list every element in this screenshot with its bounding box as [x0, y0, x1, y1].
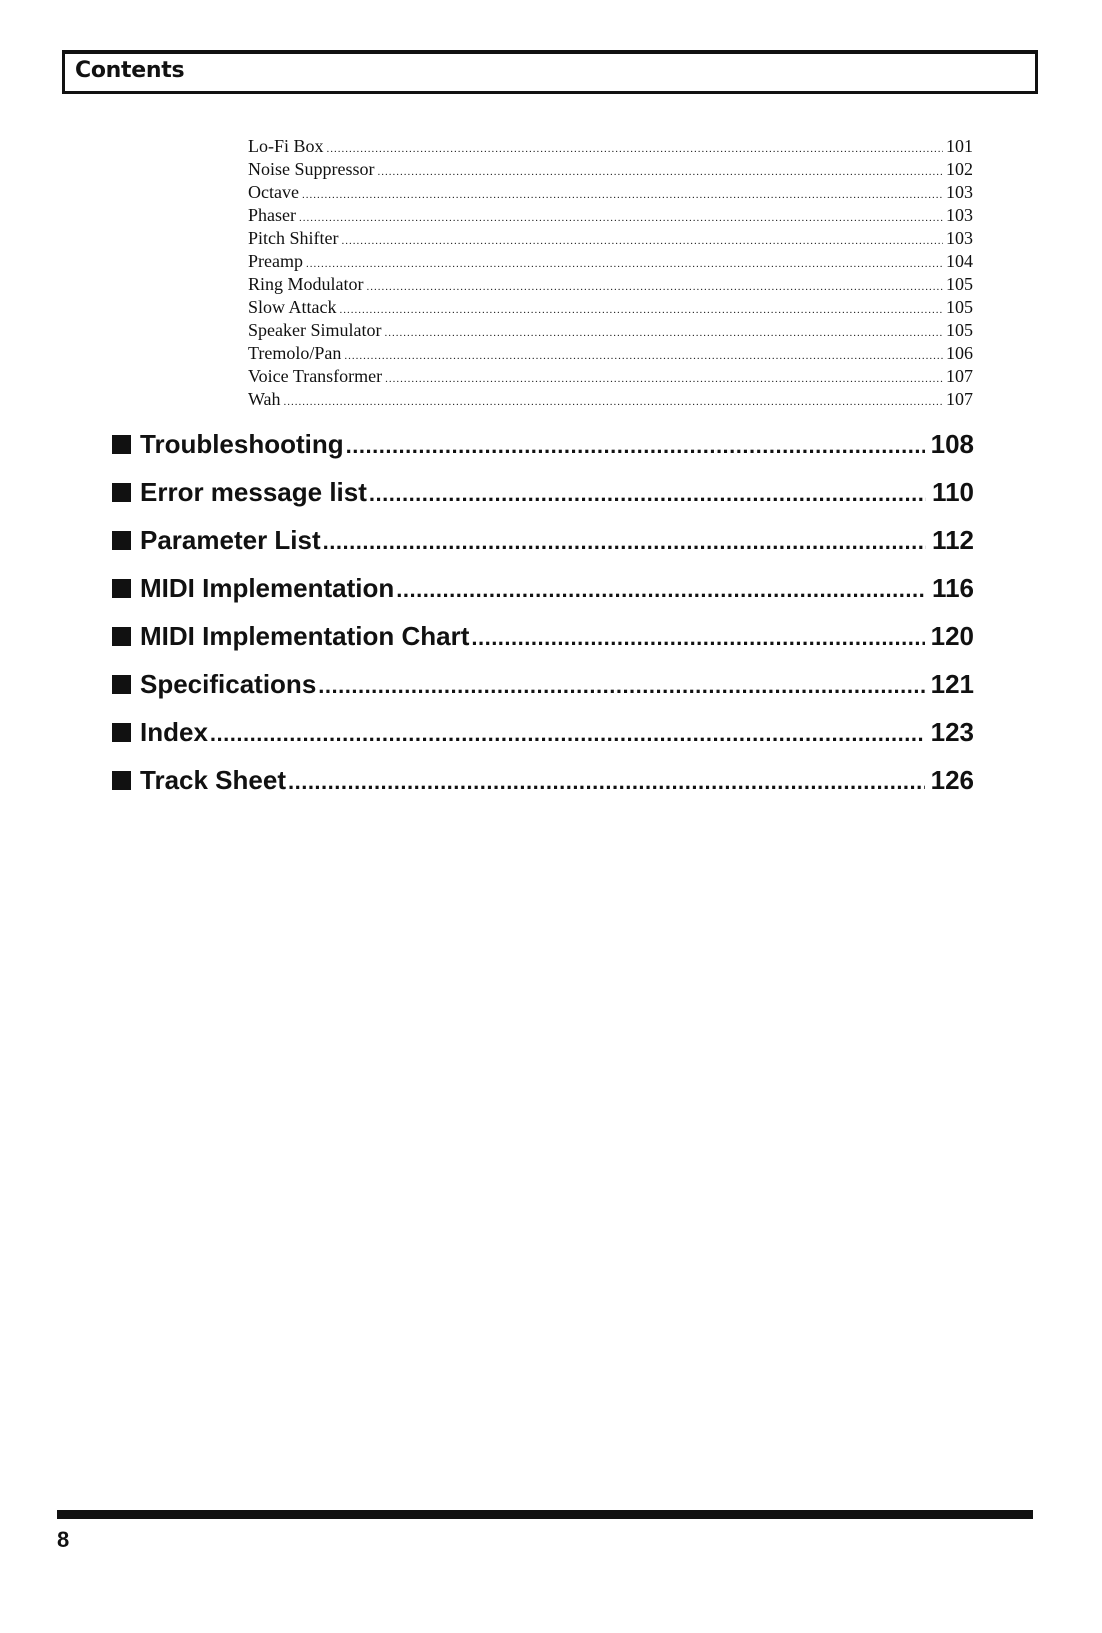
toc-entry-page: 103	[946, 228, 973, 248]
toc-entry-page: 102	[946, 159, 973, 179]
toc-entry-label: Speaker Simulator	[248, 320, 382, 340]
toc-main-entry[interactable]	[112, 420, 974, 468]
square-bullet-icon	[112, 579, 131, 598]
section-header-box	[62, 50, 1038, 94]
toc-entry-label: Troubleshooting	[140, 429, 344, 459]
dot-leader	[346, 422, 925, 470]
toc-entry-page: 106	[946, 343, 973, 363]
toc-main-entry[interactable]	[112, 564, 974, 612]
dot-leader	[302, 184, 943, 207]
toc-entry-page: 107	[946, 389, 973, 409]
toc-entry-page: 104	[946, 251, 973, 271]
square-bullet-icon	[112, 483, 131, 502]
toc-sub-entry[interactable]	[248, 273, 973, 296]
dot-leader	[210, 710, 925, 758]
toc-entry-page: 112	[932, 525, 974, 555]
dot-leader	[340, 299, 944, 322]
toc-entry-label: Slow Attack	[248, 297, 337, 317]
toc-entry-page: 120	[930, 621, 974, 651]
section-title: Contents	[75, 58, 185, 83]
toc-entry-label: Voice Transformer	[248, 366, 383, 386]
square-bullet-icon	[112, 771, 131, 790]
toc-entry-page: 116	[932, 573, 974, 603]
toc-sub-entry[interactable]	[248, 250, 973, 273]
toc-entry-label: Index	[140, 717, 208, 747]
toc-sub-entry[interactable]	[248, 135, 973, 158]
toc-entry-page: 101	[946, 136, 973, 156]
footer-rule	[57, 1510, 1033, 1519]
toc-entry-page: 107	[946, 366, 973, 386]
square-bullet-icon	[112, 723, 131, 742]
toc-entry-label: Preamp	[248, 251, 303, 271]
toc-entry-page: 103	[946, 182, 973, 202]
toc-sub-entry[interactable]	[248, 204, 973, 227]
toc-main-entry[interactable]	[112, 660, 974, 708]
toc-sub-entry[interactable]	[248, 319, 973, 342]
toc-entry-label: Ring Modulator	[248, 274, 364, 294]
toc-entry-label: Tremolo/Pan	[248, 343, 342, 363]
toc-entry-page: 105	[946, 320, 973, 340]
toc-entry-label: Noise Suppressor	[248, 159, 375, 179]
toc-entry-page: 103	[946, 205, 973, 225]
toc-entry-label: Wah	[248, 389, 281, 409]
toc-entry-label: MIDI Implementation Chart	[140, 621, 470, 651]
dot-leader	[384, 322, 943, 345]
toc-entry-page: 105	[946, 274, 973, 294]
square-bullet-icon	[112, 435, 131, 454]
dot-leader	[367, 276, 944, 299]
dot-leader	[471, 614, 924, 662]
dot-leader	[284, 391, 943, 414]
dot-leader	[306, 253, 943, 276]
toc-entry-page: 108	[930, 429, 974, 459]
square-bullet-icon	[112, 675, 131, 694]
toc-main-entry[interactable]	[112, 708, 974, 756]
dot-leader	[288, 758, 925, 806]
toc-sub-entry[interactable]	[248, 296, 973, 319]
toc-entry-label: Specifications	[140, 669, 317, 699]
toc-entry-label: Octave	[248, 182, 299, 202]
toc-sub-entry[interactable]	[248, 181, 973, 204]
dot-leader	[396, 566, 926, 614]
dot-leader	[344, 345, 943, 368]
toc-sub-entry[interactable]	[248, 365, 973, 388]
dot-leader	[385, 368, 943, 391]
main-entry-list	[112, 420, 974, 804]
toc-main-entry[interactable]	[112, 516, 974, 564]
toc-entry-page: 105	[946, 297, 973, 317]
dot-leader	[327, 138, 943, 161]
dot-leader	[378, 161, 944, 184]
toc-entry-label: Parameter List	[140, 525, 321, 555]
toc-entry-label: Phaser	[248, 205, 296, 225]
toc-entry-label: Error message list	[140, 477, 367, 507]
page-number: 8	[57, 1527, 70, 1552]
dot-leader	[369, 470, 926, 518]
square-bullet-icon	[112, 627, 131, 646]
toc-main-entry[interactable]	[112, 468, 974, 516]
toc-entry-page: 121	[930, 669, 974, 699]
toc-sub-entry[interactable]	[248, 388, 973, 411]
toc-entry-label: Track Sheet	[140, 765, 286, 795]
toc-sub-entry[interactable]	[248, 342, 973, 365]
toc-entry-page: 123	[930, 717, 974, 747]
toc-entry-label: Lo-Fi Box	[248, 136, 324, 156]
toc-main-entry[interactable]	[112, 612, 974, 660]
toc-sub-entry[interactable]	[248, 227, 973, 250]
toc-entry-label: MIDI Implementation	[140, 573, 395, 603]
sub-entry-list	[248, 135, 973, 411]
toc-entry-page: 110	[932, 477, 974, 507]
toc-sub-entry[interactable]	[248, 158, 973, 181]
square-bullet-icon	[112, 531, 131, 550]
dot-leader	[318, 662, 924, 710]
dot-leader	[299, 207, 943, 230]
toc-entry-label: Pitch Shifter	[248, 228, 339, 248]
toc-main-entry[interactable]	[112, 756, 974, 804]
dot-leader	[342, 230, 944, 253]
dot-leader	[323, 518, 926, 566]
toc-entry-page: 126	[930, 765, 974, 795]
